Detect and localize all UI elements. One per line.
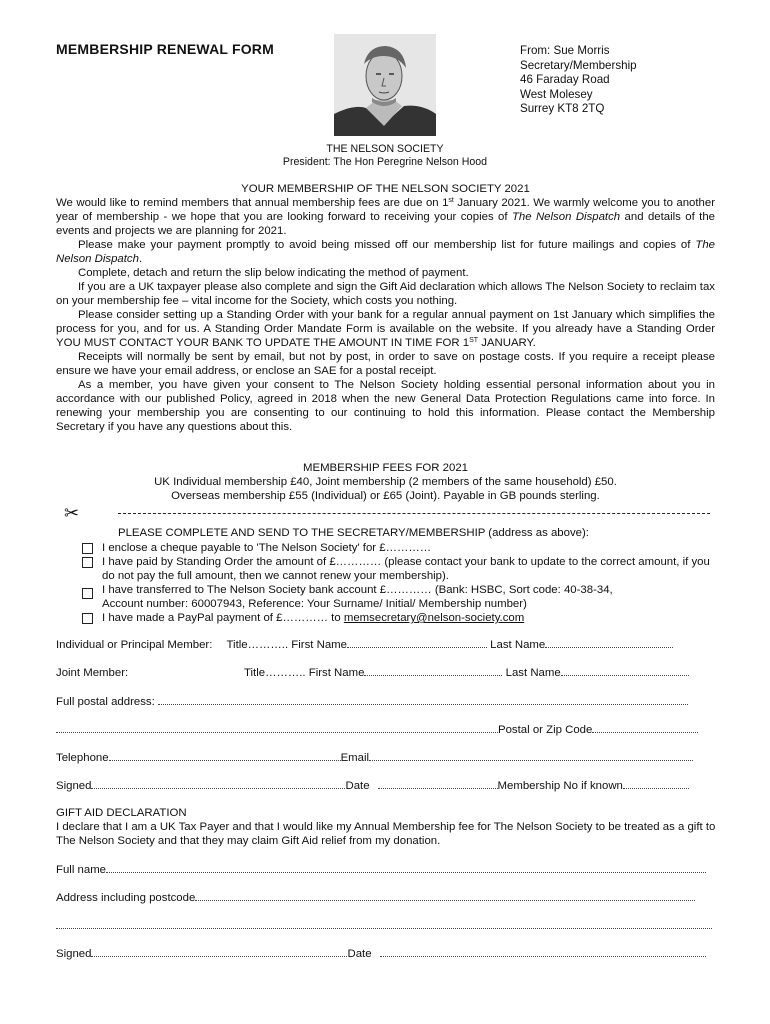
membership-no-field[interactable] xyxy=(623,779,689,789)
gift-address-row-2 xyxy=(56,919,714,933)
cut-line xyxy=(118,513,710,514)
society-header xyxy=(0,143,770,169)
society-president: President: The Hon Peregrine Nelson Hood xyxy=(282,156,488,168)
address-label: Full postal address: xyxy=(56,696,155,708)
scissors-icon: ✂ xyxy=(64,503,80,523)
email-field[interactable] xyxy=(369,751,693,761)
signature-field[interactable] xyxy=(91,779,345,789)
date-label: Date xyxy=(345,780,370,792)
postal-code-label: Postal or Zip Code xyxy=(498,724,593,736)
gift-full-name-field[interactable] xyxy=(106,863,706,873)
first-name-label: First Name xyxy=(308,667,365,679)
principal-title-field[interactable]: Title……….. xyxy=(226,639,289,651)
membership-no-label: Membership No if known xyxy=(497,780,623,792)
slip-heading: PLEASE COMPLETE AND SEND TO THE SECRETARY/MEMBERSHIP (address as above): xyxy=(118,527,589,539)
paypal-checkbox[interactable] xyxy=(82,613,93,624)
first-name-label: First Name xyxy=(291,639,347,651)
paragraph-gift-aid: If you are a UK taxpayer please also complete and sign the Gift Aid declaration which allows The Nelson Society to reclaim tax on your membership fee – vital income for the Society, which costs you nothing. xyxy=(56,281,715,307)
fees-line-overseas: Overseas membership £55 (Individual) or £65 (Joint). Payable in GB pounds sterling. xyxy=(171,490,600,502)
postal-code-field[interactable] xyxy=(592,723,698,733)
gift-address-row xyxy=(56,891,714,905)
from-line: 46 Faraday Road xyxy=(520,73,610,87)
fees-heading: MEMBERSHIP FEES FOR 2021 xyxy=(302,462,468,474)
bank-transfer-checkbox[interactable] xyxy=(82,588,93,599)
address-row xyxy=(56,695,714,709)
option-bank-transfer: I have transferred to The Nelson Society bank account £………… (Bank: HSBC, Sort code: 40-38-34, Account number: 60007943, Reference: Your Surname/ Initial/ Membership number) xyxy=(82,583,722,611)
gift-full-name-row xyxy=(56,863,714,877)
letter-heading: YOUR MEMBERSHIP OF THE NELSON SOCIETY 2021 xyxy=(241,183,530,195)
form-title: MEMBERSHIP RENEWAL FORM xyxy=(56,41,274,57)
paragraph-dues: We would like to remind members that annual membership fees are due on 1st January 2021. We warmly welcome you to another year of membership - we hope that you are looking forward to receiving your copies of The Nelson Dispatch and details of the events and projects we are planning for 2021. xyxy=(56,197,715,237)
from-line: Secretary/Membership xyxy=(520,58,637,72)
telephone-field[interactable] xyxy=(109,751,341,761)
option-cheque: I enclose a cheque payable to 'The Nelson Society' for £………… xyxy=(82,541,722,555)
society-name: THE NELSON SOCIETY xyxy=(326,143,444,155)
last-name-label: Last Name xyxy=(505,667,561,679)
gift-aid-heading: GIFT AID DECLARATION xyxy=(56,807,187,819)
date-field[interactable] xyxy=(378,779,498,789)
from-line: From: Sue Morris xyxy=(520,44,610,57)
address-field[interactable] xyxy=(158,695,688,705)
joint-member-label: Joint Member: xyxy=(56,667,129,679)
contact-row xyxy=(56,751,714,765)
from-line: West Molesey xyxy=(520,87,593,101)
address-row-2 xyxy=(56,723,714,737)
cheque-checkbox[interactable] xyxy=(82,543,93,554)
paypal-email-link[interactable]: memsecretary@nelson-society.com xyxy=(343,612,525,624)
letter-body xyxy=(56,182,715,434)
gift-aid-section xyxy=(56,806,716,848)
gift-signed-label: Signed xyxy=(56,948,92,960)
gift-address-label: Address including postcode xyxy=(56,892,196,904)
address-field-2[interactable] xyxy=(56,723,498,733)
telephone-label: Telephone xyxy=(56,752,109,764)
paragraph-consent: As a member, you have given your consent to The Nelson Society holding essential personal information about you in accordance with our published Policy, agreed in 2018 when the new General Data Protection Regulations came into force. In renewing your membership you are consenting to our continuing to hold this information. Please contact the Membership Secretary if you have any questions about this. xyxy=(56,379,715,433)
paragraph-receipts: Receipts will normally be sent by email, but not by post, in order to save on postage costs. If you require a receipt please ensure we have your email address, or enclose an SAE for a postal receipt. xyxy=(56,351,715,377)
joint-title-field[interactable]: Title……….. xyxy=(243,667,306,679)
fees-section xyxy=(56,461,715,503)
email-label: Email xyxy=(340,752,370,764)
standing-order-checkbox[interactable] xyxy=(82,557,93,568)
joint-member-row xyxy=(56,666,714,680)
gift-date-field[interactable] xyxy=(380,947,706,957)
nelson-portrait-image xyxy=(334,34,436,136)
gift-date-label: Date xyxy=(347,948,372,960)
joint-last-name-field[interactable] xyxy=(561,666,689,676)
signature-row xyxy=(56,779,714,793)
from-line: Surrey KT8 2TQ xyxy=(520,102,605,116)
gift-address-field[interactable] xyxy=(195,891,695,901)
last-name-label: Last Name xyxy=(490,639,546,651)
principal-member-label: Individual or Principal Member: xyxy=(56,639,213,651)
gift-address-field-2[interactable] xyxy=(56,919,712,929)
principal-member-row xyxy=(56,638,714,652)
sender-address xyxy=(520,44,637,117)
paragraph-slip: Complete, detach and return the slip below indicating the method of payment. xyxy=(78,267,469,279)
gift-aid-text: I declare that I am a UK Tax Payer and that I would like my Annual Membership fee for The Nelson Society to be treated as a gift to The Nelson Society and that they may claim Gift Aid relief from my donation. xyxy=(56,821,716,847)
option-standing-order: I have paid by Standing Order the amount of £………… (please contact your bank to update to the correct amount, if you do not pay the full amount, then we cannot renew your membership). xyxy=(82,555,722,583)
option-paypal: I have made a PayPal payment of £………… to memsecretary@nelson-society.com xyxy=(82,611,722,625)
joint-first-name-field[interactable] xyxy=(364,666,502,676)
principal-last-name-field[interactable] xyxy=(545,638,673,648)
fees-line-uk: UK Individual membership £40, Joint membership (2 members of the same household) £50. xyxy=(154,476,617,488)
gift-signature-field[interactable] xyxy=(91,947,347,957)
paragraph-standing-order: Please consider setting up a Standing Order with your bank for a regular annual payment on 1st January which simplifies the process for you, and for us. A Standing Order Mandate Form is available on the website. If you already have a Standing Order YOU MUST CONTACT YOUR BANK TO UPDATE THE AMOUNT IN TIME FOR 1ST JANUARY. xyxy=(56,309,715,349)
paragraph-payment: Please make your payment promptly to avoid being missed off our membership list for future mailings and copies of The Nelson Dispatch. xyxy=(56,239,715,265)
payment-options xyxy=(82,541,722,625)
gift-full-name-label: Full name xyxy=(56,864,107,876)
principal-first-name-field[interactable] xyxy=(347,638,487,648)
gift-signature-row xyxy=(56,947,714,961)
signed-label: Signed xyxy=(56,780,92,792)
